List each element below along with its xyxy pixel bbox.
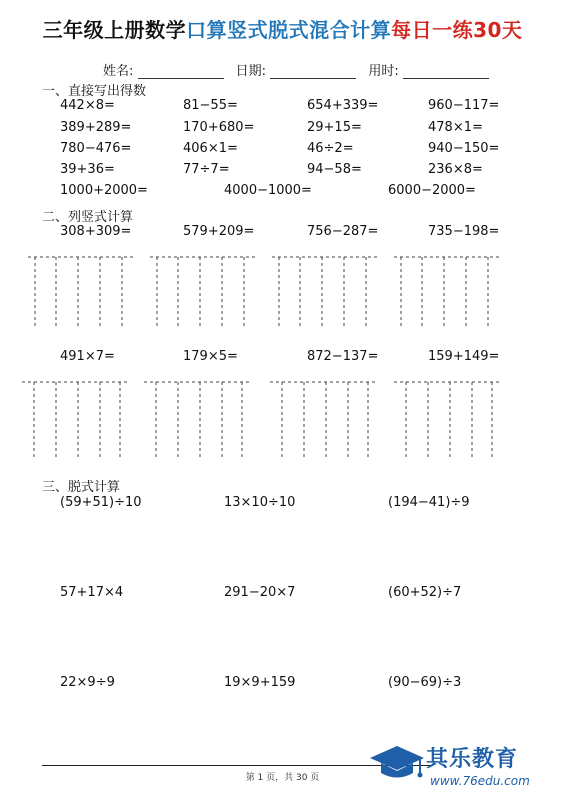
- step-problem: 291−20×7: [224, 585, 296, 600]
- vertical-work-box: [28, 255, 133, 330]
- oral-problem: 1000+2000=: [60, 183, 148, 198]
- vertical-work-box: [394, 380, 499, 460]
- title-part-grade: 三年级上册数学: [42, 18, 187, 42]
- vertical-work-box: [272, 255, 377, 330]
- page-number: 第 1 页，共 30 页: [245, 773, 320, 783]
- time-field[interactable]: [403, 66, 489, 79]
- title-part-daily: 每日一练30天: [391, 18, 523, 42]
- brand-url: www.76edu.com: [430, 774, 530, 788]
- oral-problem: 389+289=: [60, 120, 132, 135]
- date-field[interactable]: [270, 66, 356, 79]
- graduation-cap-icon: [368, 744, 426, 788]
- oral-problem: 406×1=: [183, 141, 238, 156]
- vertical-problem: 756−287=: [307, 224, 379, 239]
- brand-logo: [368, 740, 558, 796]
- brand-name: 其乐教育: [426, 747, 519, 772]
- vertical-problem: 159+149=: [428, 349, 500, 364]
- oral-problem: 46÷2=: [307, 141, 354, 156]
- vertical-work-box: [394, 255, 499, 330]
- step-problem: 22×9÷9: [60, 675, 115, 690]
- vertical-work-box: [150, 255, 255, 330]
- step-problem: (60+52)÷7: [388, 585, 462, 600]
- oral-problem: 77÷7=: [183, 162, 230, 177]
- oral-problem: 6000−2000=: [388, 183, 476, 198]
- oral-problem: 478×1=: [428, 120, 483, 135]
- vertical-problem: 579+209=: [183, 224, 255, 239]
- step-problem: 13×10÷10: [224, 495, 296, 510]
- vertical-work-box: [22, 380, 127, 460]
- vertical-work-box: [270, 380, 375, 460]
- oral-problem: 94−58=: [307, 162, 362, 177]
- name-label: 姓名:: [103, 64, 134, 79]
- page-title: [0, 14, 565, 43]
- step-problem: 57+17×4: [60, 585, 124, 600]
- vertical-problem: 735−198=: [428, 224, 500, 239]
- section-title-oral: 一、直接写出得数: [42, 84, 147, 99]
- oral-problem: 780−476=: [60, 141, 132, 156]
- oral-problem: 81−55=: [183, 98, 238, 113]
- oral-problem: 39+36=: [60, 162, 115, 177]
- oral-problem: 940−150=: [428, 141, 500, 156]
- date-label: 日期:: [235, 64, 267, 79]
- title-part-topic: 口算竖式脱式混合计算: [186, 18, 392, 42]
- vertical-problem: 308+309=: [60, 224, 132, 239]
- name-field[interactable]: [138, 66, 224, 79]
- time-label: 用时:: [368, 64, 399, 79]
- step-problem: (59+51)÷10: [60, 495, 142, 510]
- oral-problem: 29+15=: [307, 120, 362, 135]
- vertical-work-box: [144, 380, 249, 460]
- step-problem: (194−41)÷9: [388, 495, 470, 510]
- section-title-vertical: 二、列竖式计算: [42, 210, 134, 225]
- oral-problem: 654+339=: [307, 98, 379, 113]
- vertical-problem: 872−137=: [307, 349, 379, 364]
- step-problem: 19×9+159: [224, 675, 296, 690]
- oral-problem: 236×8=: [428, 162, 483, 177]
- info-row: [103, 60, 497, 79]
- step-problem: (90−69)÷3: [388, 675, 462, 690]
- oral-problem: 170+680=: [183, 120, 255, 135]
- vertical-problem: 179×5=: [183, 349, 238, 364]
- oral-problem: 960−117=: [428, 98, 500, 113]
- vertical-problem: 491×7=: [60, 349, 115, 364]
- oral-problem: 4000−1000=: [224, 183, 312, 198]
- oral-problem: 442×8=: [60, 98, 115, 113]
- section-title-step: 三、脱式计算: [42, 480, 121, 495]
